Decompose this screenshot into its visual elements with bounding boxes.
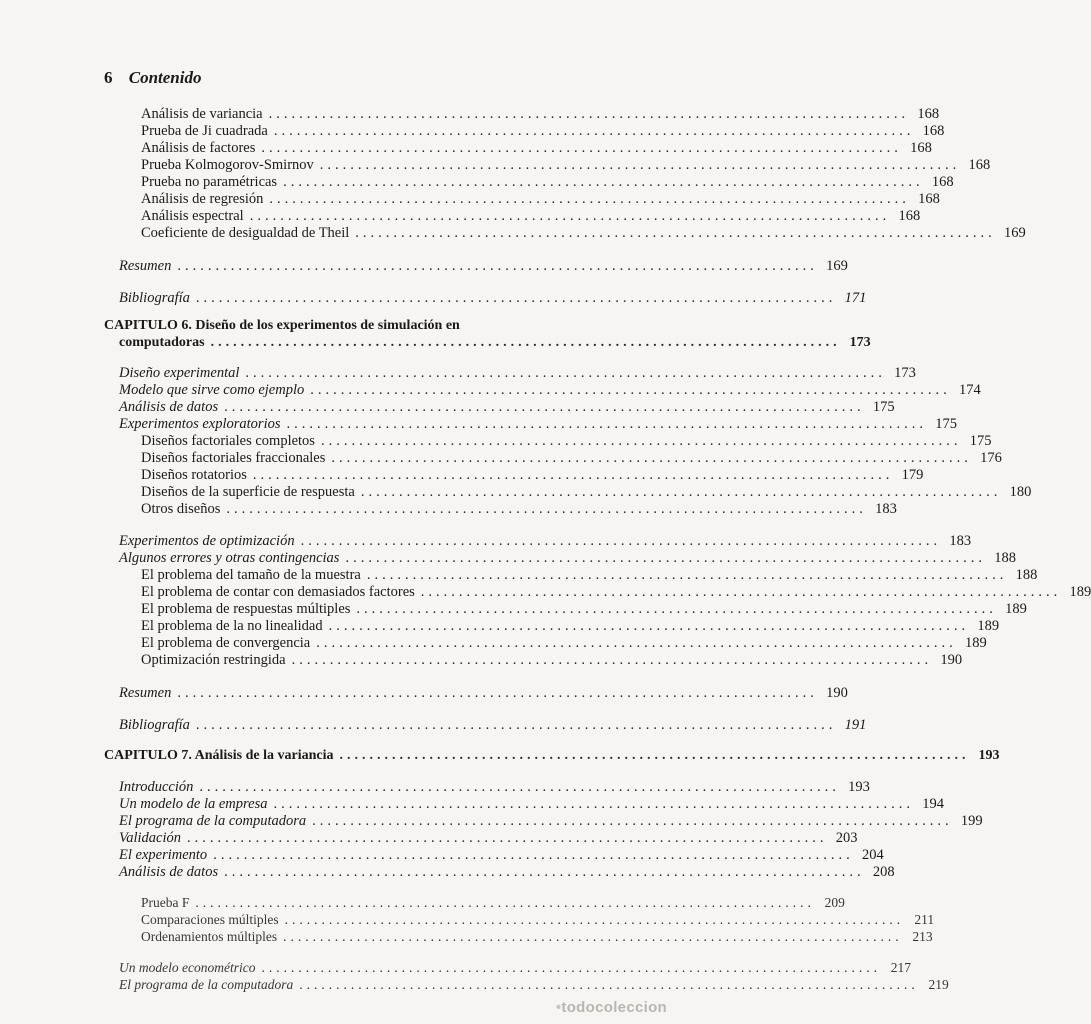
toc-entry-section: Experimentos exploratorios .................................................................................... 175 <box>119 416 957 432</box>
toc-entry-section: Análisis de datos .................................................................................... 175 <box>119 399 895 415</box>
toc-entry: Diseños factoriales fraccionales .................................................................................... 176 <box>141 450 1002 466</box>
toc-entry-section: El experimento .................................................................................... 204 <box>119 847 884 863</box>
toc-entry-section: Un modelo econométrico .................................................................................... 217 <box>119 960 911 975</box>
toc-entry: Análisis de variancia .................................................................................... 168 <box>141 106 940 122</box>
toc-entry: Análisis de regresión .................................................................................... 168 <box>141 191 940 207</box>
toc-entry: Prueba de Ji cuadrada .................................................................................... 168 <box>141 123 945 139</box>
toc-entry-bibliography: Bibliografía .................................................................................... 171 <box>119 290 867 306</box>
watermark-logo: •todocoleccion <box>555 999 667 1016</box>
toc-entry: Análisis espectral .................................................................................... 168 <box>141 208 921 224</box>
toc-entry: Análisis de factores .................................................................................... 168 <box>141 140 932 156</box>
running-header <box>104 68 202 88</box>
toc-entry-bibliography: Bibliografía .................................................................................... 191 <box>119 717 867 733</box>
toc-entry: Coeficiente de desigualdad de Theil .................................................................................... 169 <box>141 225 1026 241</box>
toc-entry: Diseños factoriales completos .................................................................................... 175 <box>141 433 992 449</box>
chapter-heading: CAPITULO 6. Diseño de los experimentos de simulación en <box>104 318 460 333</box>
chapter-heading-continued: computadoras .................................................................................... 173 <box>119 335 871 350</box>
toc-entry-summary: Resumen .................................................................................... 169 <box>119 258 848 274</box>
toc-entry: Prueba no paramétricas .................................................................................... 168 <box>141 174 954 190</box>
header-title: Contenido <box>128 68 202 87</box>
toc-entry-section: Introducción .................................................................................... 193 <box>119 779 870 795</box>
toc-entry-section: Algunos errores y otras contingencias .................................................................................... 188 <box>119 550 1016 566</box>
toc-entry-section: Experimentos de optimización .................................................................................... 183 <box>119 533 972 549</box>
toc-entry: El problema del tamaño de la muestra .................................................................................... 188 <box>141 567 1038 583</box>
toc-entry-section: El programa de la computadora .................................................................................... 199 <box>119 813 983 829</box>
toc-entry: Otros diseños .................................................................................... 183 <box>141 501 897 517</box>
toc-entry-section: Análisis de datos .................................................................................... 208 <box>119 864 895 880</box>
toc-entry: Diseños de la superficie de respuesta .................................................................................... 180 <box>141 484 1032 500</box>
toc-entry-section: Modelo que sirve como ejemplo .................................................................................... 174 <box>119 382 981 398</box>
toc-entry: El problema de la no linealidad .................................................................................... 189 <box>141 618 1000 634</box>
toc-entry-summary: Resumen .................................................................................... 190 <box>119 685 848 701</box>
header-page-number: 6 <box>104 68 113 87</box>
toc-entry-section: Un modelo de la empresa .................................................................................... 194 <box>119 796 944 812</box>
toc-entry: Comparaciones múltiples .................................................................................... 211 <box>141 912 935 927</box>
chapter-heading: CAPITULO 7. Análisis de la variancia .................................................................................... 193 <box>104 748 1000 763</box>
toc-entry: El problema de contar con demasiados factores .................................................................................... 189 <box>141 584 1091 600</box>
toc-entry: Diseños rotatorios .................................................................................... 179 <box>141 467 924 483</box>
toc-entry: El problema de respuestas múltiples .................................................................................... 189 <box>141 601 1027 617</box>
toc-entry-section: Diseño experimental .................................................................................... 173 <box>119 365 916 381</box>
toc-entry: Prueba F .................................................................................... 209 <box>141 895 845 910</box>
toc-entry: El problema de convergencia .................................................................................... 189 <box>141 635 987 651</box>
toc-entry-section: Validación .................................................................................... 203 <box>119 830 858 846</box>
toc-entry-section: El programa de la computadora .................................................................................... 219 <box>119 977 949 992</box>
toc-entry: Ordenamientos múltiples .................................................................................... 213 <box>141 929 933 944</box>
toc-entry: Optimización restringida .................................................................................... 190 <box>141 652 963 668</box>
toc-entry: Prueba Kolmogorov-Smirnov .................................................................................... 168 <box>141 157 991 173</box>
